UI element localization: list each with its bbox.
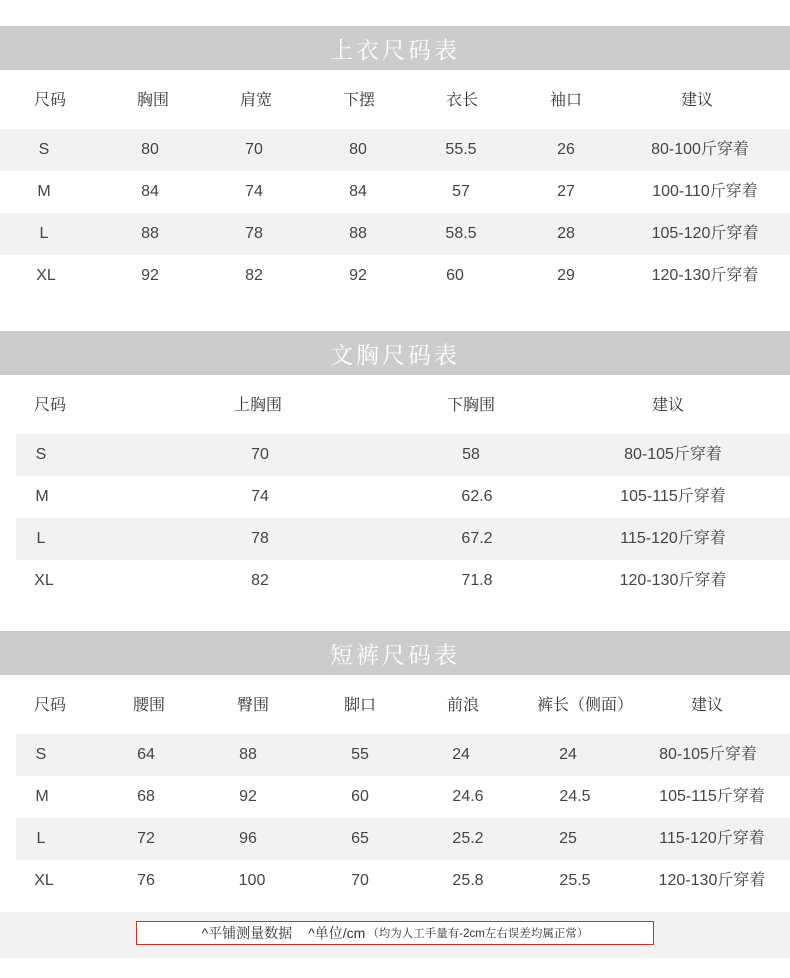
tops-table-header [0, 80, 790, 122]
table-cell: 115-120斤穿着 [659, 830, 765, 847]
table-cell: 72 [137, 830, 155, 847]
table-cell: 70 [245, 141, 263, 158]
header-cell: 上胸围 [233, 397, 283, 414]
unit-note: ^单位/cm [308, 925, 366, 941]
tops-size-chart-title: 上衣尺码表 [0, 26, 790, 70]
table-cell: 88 [239, 746, 257, 763]
flat-measurement-note: ^平铺测量数据 [201, 925, 293, 941]
table-cell: 100 [238, 872, 266, 889]
table-cell: 84 [141, 183, 159, 200]
header-cell: 下胸围 [446, 397, 496, 414]
header-cell: 尺码 [33, 92, 67, 109]
table-cell: 58 [462, 446, 480, 463]
table-cell: 60 [446, 267, 464, 284]
table-cell: M [35, 788, 49, 805]
table-cell: 74 [251, 488, 269, 505]
table-cell: 71.8 [461, 572, 493, 589]
table-cell: 24 [452, 746, 470, 763]
table-cell: XL [34, 572, 54, 589]
table-cell: 57 [452, 183, 470, 200]
bra-table-header [0, 385, 790, 427]
table-row [16, 776, 790, 818]
table-cell: 24.6 [452, 788, 484, 805]
table-cell: 105-120斤穿着 [651, 225, 759, 242]
shorts-table-header [0, 685, 790, 727]
table-cell: 24.5 [559, 788, 591, 805]
table-cell: 105-115斤穿着 [659, 788, 765, 805]
table-cell: 88 [349, 225, 367, 242]
table-cell: S [38, 141, 50, 158]
table-cell: L [36, 530, 46, 547]
table-cell: 58.5 [445, 225, 477, 242]
table-cell: 62.6 [461, 488, 493, 505]
table-cell: 120-130斤穿着 [658, 872, 766, 889]
table-cell: 76 [137, 872, 155, 889]
table-cell: 115-120斤穿着 [620, 530, 726, 547]
table-cell: 120-130斤穿着 [651, 267, 759, 284]
table-cell: 92 [349, 267, 367, 284]
table-cell: 80-105斤穿着 [624, 446, 722, 463]
table-row [16, 818, 790, 860]
table-cell: 28 [557, 225, 575, 242]
table-cell: 67.2 [461, 530, 493, 547]
table-row [16, 734, 790, 776]
table-row [16, 434, 790, 476]
table-cell: 55.5 [445, 141, 477, 158]
table-cell: 82 [245, 267, 263, 284]
header-cell: 建议 [651, 397, 685, 414]
table-cell: 70 [251, 446, 269, 463]
table-cell: 27 [557, 183, 575, 200]
table-cell: 25.5 [559, 872, 591, 889]
table-cell: 80-100斤穿着 [651, 141, 749, 158]
table-cell: 105-115斤穿着 [620, 488, 726, 505]
header-cell: 脚口 [343, 697, 377, 714]
table-cell: 64 [137, 746, 155, 763]
table-cell: 29 [557, 267, 575, 284]
header-cell: 建议 [690, 697, 724, 714]
header-cell: 下摆 [342, 92, 376, 109]
table-cell: 70 [351, 872, 369, 889]
table-row [16, 560, 790, 602]
table-row [0, 213, 790, 255]
table-cell: 92 [239, 788, 257, 805]
table-cell: 60 [351, 788, 369, 805]
table-cell: 68 [137, 788, 155, 805]
table-cell: L [39, 225, 49, 242]
header-cell: 建议 [680, 92, 714, 109]
table-cell: 80 [141, 141, 159, 158]
table-cell: 96 [239, 830, 257, 847]
header-cell: 腰围 [132, 697, 166, 714]
table-cell: 25.2 [452, 830, 484, 847]
table-cell: 55 [351, 746, 369, 763]
table-cell: 78 [251, 530, 269, 547]
table-cell: S [35, 446, 47, 463]
measurement-note [136, 921, 654, 945]
table-cell: 25 [559, 830, 577, 847]
table-cell: 80 [349, 141, 367, 158]
table-row [0, 129, 790, 171]
table-row [16, 518, 790, 560]
table-row [0, 171, 790, 213]
header-cell: 衣长 [445, 92, 479, 109]
header-cell: 袖口 [549, 92, 583, 109]
shorts-size-chart-title: 短裤尺码表 [0, 631, 790, 675]
header-cell: 尺码 [33, 697, 67, 714]
table-cell: 92 [141, 267, 159, 284]
table-cell: 26 [557, 141, 575, 158]
table-cell: XL [34, 872, 54, 889]
header-cell: 臀围 [236, 697, 270, 714]
header-cell: 肩宽 [239, 92, 273, 109]
header-cell: 尺码 [33, 397, 67, 414]
table-cell: 74 [245, 183, 263, 200]
table-cell: 82 [251, 572, 269, 589]
table-cell: 120-130斤穿着 [619, 572, 727, 589]
table-cell: XL [36, 267, 56, 284]
table-cell: 84 [349, 183, 367, 200]
header-cell: 胸围 [136, 92, 170, 109]
table-cell: 78 [245, 225, 263, 242]
table-cell: 24 [559, 746, 577, 763]
table-cell: M [37, 183, 51, 200]
bra-size-chart-title: 文胸尺码表 [0, 331, 790, 375]
table-cell: 80-105斤穿着 [659, 746, 757, 763]
header-cell: 前浪 [446, 697, 480, 714]
table-cell: S [35, 746, 47, 763]
table-cell: 100-110斤穿着 [652, 183, 758, 200]
table-cell: L [36, 830, 46, 847]
table-row [16, 860, 790, 902]
table-cell: 88 [141, 225, 159, 242]
table-row [0, 255, 790, 297]
table-cell: 65 [351, 830, 369, 847]
header-cell: 裤长（侧面） [536, 697, 634, 714]
table-row [16, 476, 790, 518]
error-tolerance-note: （均为人工手量有-2cm左右误差均属正常） [367, 928, 589, 940]
table-cell: M [35, 488, 49, 505]
table-cell: 25.8 [452, 872, 484, 889]
